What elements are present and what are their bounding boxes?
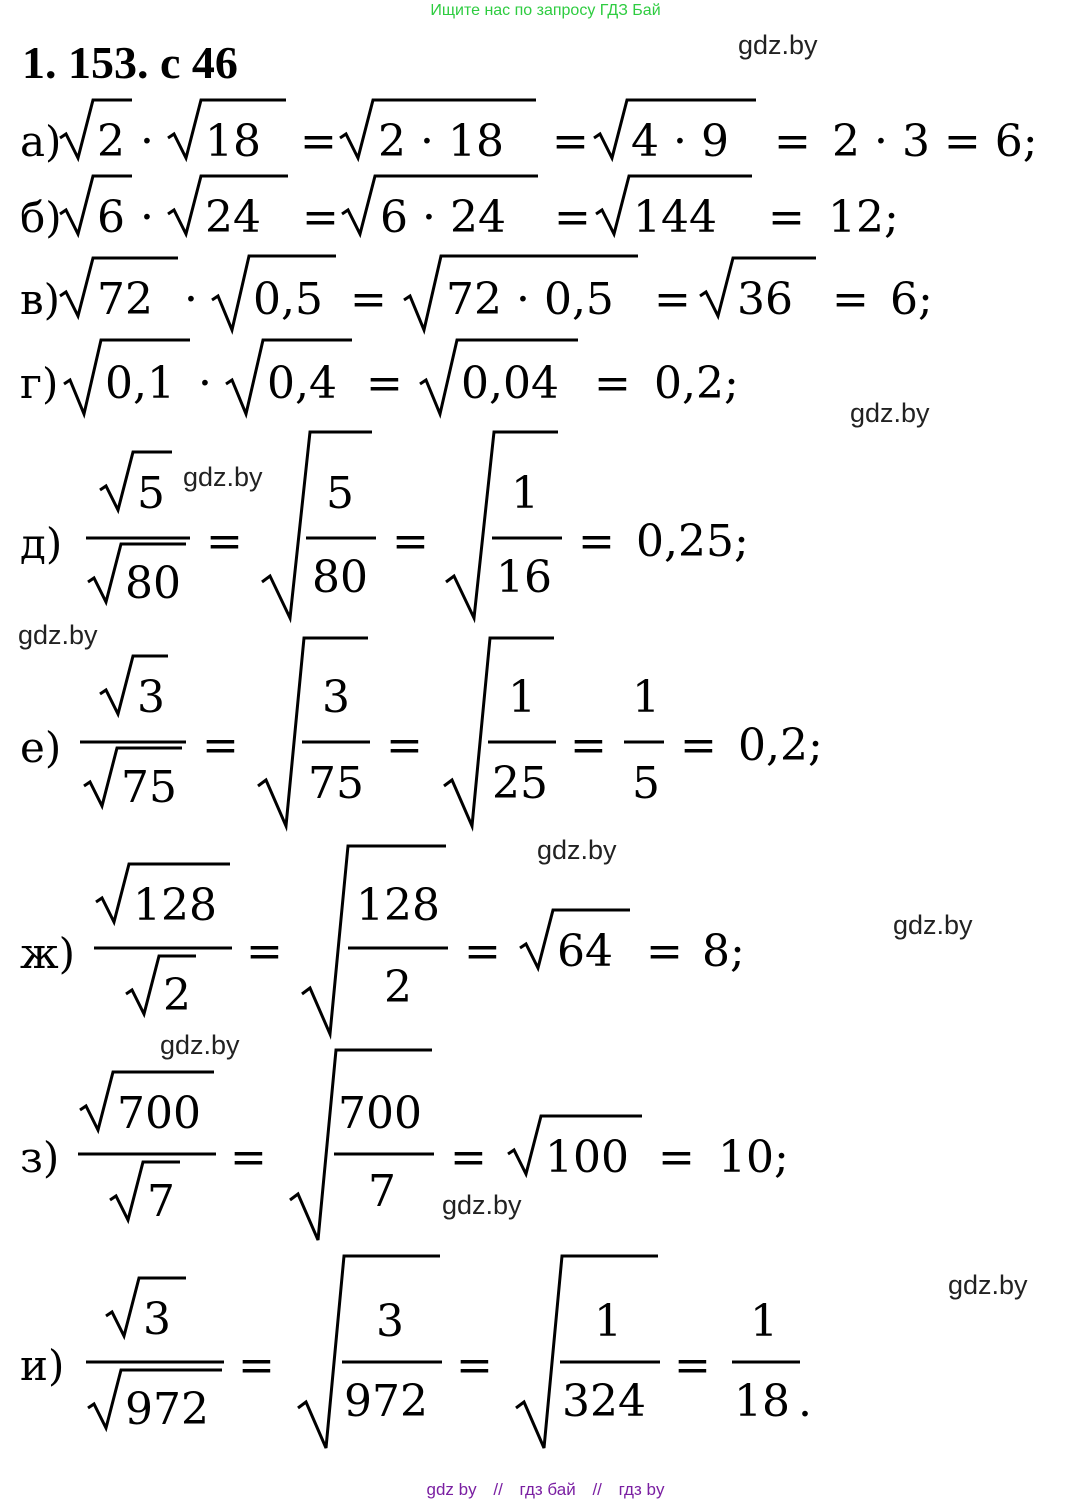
radicand: 0,5 — [253, 274, 323, 325]
result: . — [798, 1376, 812, 1427]
result: 0,2; — [738, 720, 823, 771]
result: 6; — [890, 274, 933, 325]
equals: = — [206, 516, 243, 567]
equals: = — [450, 1132, 487, 1183]
radicand: 6 — [97, 192, 125, 243]
item-g — [20, 340, 739, 414]
equals: = — [832, 274, 869, 325]
radicand: 2 · 18 — [378, 116, 504, 167]
dot: · — [184, 274, 198, 325]
denominator: 16 — [496, 552, 552, 603]
equals: = — [680, 720, 717, 771]
item-label: д) — [20, 519, 63, 568]
item-b — [20, 176, 899, 243]
numerator: 5 — [326, 468, 354, 519]
numerator: 3 — [143, 1294, 171, 1345]
radicand: 2 — [97, 116, 125, 167]
watermark: gdz.by — [850, 398, 930, 428]
radicand: 72 · 0,5 — [446, 274, 614, 325]
equals: = — [300, 116, 337, 167]
numerator: 1 — [508, 672, 536, 723]
numerator: 5 — [137, 468, 165, 519]
watermark: gdz.by — [442, 1190, 522, 1220]
footer-link[interactable]: гдз бай — [519, 1480, 576, 1499]
footer-separator: // — [592, 1480, 602, 1499]
item-d — [20, 432, 749, 618]
watermark: gdz.by — [160, 1030, 240, 1060]
item-e — [20, 638, 823, 826]
denominator: 7 — [368, 1166, 396, 1217]
item-label: г) — [20, 359, 59, 408]
radicand: 18 — [205, 116, 261, 167]
equals: = — [774, 116, 811, 167]
item-zh — [20, 846, 745, 1034]
equals: = — [246, 926, 283, 977]
denominator: 75 — [121, 762, 177, 813]
denominator: 972 — [344, 1376, 428, 1427]
equals: = — [554, 192, 591, 243]
radicand: 0,04 — [461, 358, 559, 409]
item-label: е) — [20, 723, 62, 772]
equals: = — [202, 720, 239, 771]
footer-link[interactable]: гдз by — [618, 1480, 665, 1499]
equals: = — [366, 358, 403, 409]
radicand: 64 — [557, 926, 613, 977]
equals: = — [654, 274, 691, 325]
numerator: 1 — [511, 468, 539, 519]
equals: = — [578, 516, 615, 567]
equals: = — [464, 926, 501, 977]
top-banner[interactable]: Ищите нас по запросу ГДЗ Бай — [430, 2, 661, 19]
equals: = — [646, 926, 683, 977]
item-label: б) — [20, 193, 62, 242]
item-z — [20, 1050, 789, 1240]
denominator: 7 — [147, 1176, 175, 1227]
equals: = — [302, 192, 339, 243]
footer-separator: // — [493, 1480, 503, 1499]
numerator: 128 — [356, 880, 440, 931]
result: 2 · 3 = 6; — [832, 116, 1038, 167]
equals: = — [674, 1340, 711, 1391]
numerator: 1 — [632, 672, 660, 723]
watermark: gdz.by — [537, 835, 617, 865]
dot: · — [198, 358, 212, 409]
equals: = — [658, 1132, 695, 1183]
footer-links — [0, 1480, 1091, 1500]
equals: = — [552, 116, 589, 167]
denominator: 18 — [734, 1376, 790, 1427]
denominator: 2 — [163, 970, 191, 1021]
denominator: 80 — [125, 558, 181, 609]
numerator: 128 — [133, 880, 217, 931]
item-label: ж) — [20, 929, 76, 978]
numerator: 3 — [322, 672, 350, 723]
watermark: gdz.by — [893, 910, 973, 940]
equals: = — [456, 1340, 493, 1391]
result: 0,25; — [636, 516, 749, 567]
radicand: 24 — [205, 192, 261, 243]
item-a — [20, 100, 1038, 167]
dot: · — [140, 192, 154, 243]
numerator: 700 — [338, 1088, 422, 1139]
equals: = — [238, 1340, 275, 1391]
radicand: 100 — [545, 1132, 629, 1183]
radicand: 0,4 — [267, 358, 337, 409]
watermark: gdz.by — [948, 1270, 1028, 1300]
denominator: 5 — [632, 758, 660, 809]
result: 10; — [718, 1132, 789, 1183]
radicand: 0,1 — [105, 358, 175, 409]
denominator: 25 — [492, 758, 548, 809]
equals: = — [768, 192, 805, 243]
denominator: 80 — [312, 552, 368, 603]
item-label: в) — [20, 275, 61, 324]
radicand: 4 · 9 — [631, 116, 729, 167]
footer-link[interactable]: gdz by — [426, 1480, 477, 1499]
numerator: 1 — [594, 1296, 622, 1347]
equals: = — [570, 720, 607, 771]
exercise-title: 1. 153. с 46 — [22, 37, 238, 88]
equals: = — [594, 358, 631, 409]
radical-sign — [302, 846, 446, 1034]
item-label: а) — [20, 117, 62, 166]
watermark: gdz.by — [738, 30, 818, 60]
radicand: 144 — [633, 192, 717, 243]
equals: = — [230, 1132, 267, 1183]
numerator: 3 — [137, 672, 165, 723]
dot: · — [140, 116, 154, 167]
equals: = — [386, 720, 423, 771]
radicand: 6 · 24 — [380, 192, 506, 243]
equals: = — [392, 516, 429, 567]
item-label: з) — [20, 1133, 60, 1182]
radical-sign — [290, 1050, 432, 1240]
result: 12; — [828, 192, 899, 243]
denominator: 324 — [562, 1376, 646, 1427]
item-label: и) — [20, 1341, 65, 1390]
equals: = — [350, 274, 387, 325]
numerator: 3 — [376, 1296, 404, 1347]
item-v — [20, 256, 933, 330]
denominator: 2 — [384, 962, 412, 1013]
numerator: 1 — [750, 1296, 778, 1347]
denominator: 75 — [308, 758, 364, 809]
item-i — [20, 1256, 812, 1448]
watermark: gdz.by — [183, 462, 263, 492]
denominator: 972 — [125, 1384, 209, 1435]
watermark: gdz.by — [18, 620, 98, 650]
result: 0,2; — [654, 358, 739, 409]
radicand: 36 — [737, 274, 793, 325]
radicand: 72 — [97, 274, 153, 325]
numerator: 700 — [117, 1088, 201, 1139]
result: 8; — [702, 926, 745, 977]
